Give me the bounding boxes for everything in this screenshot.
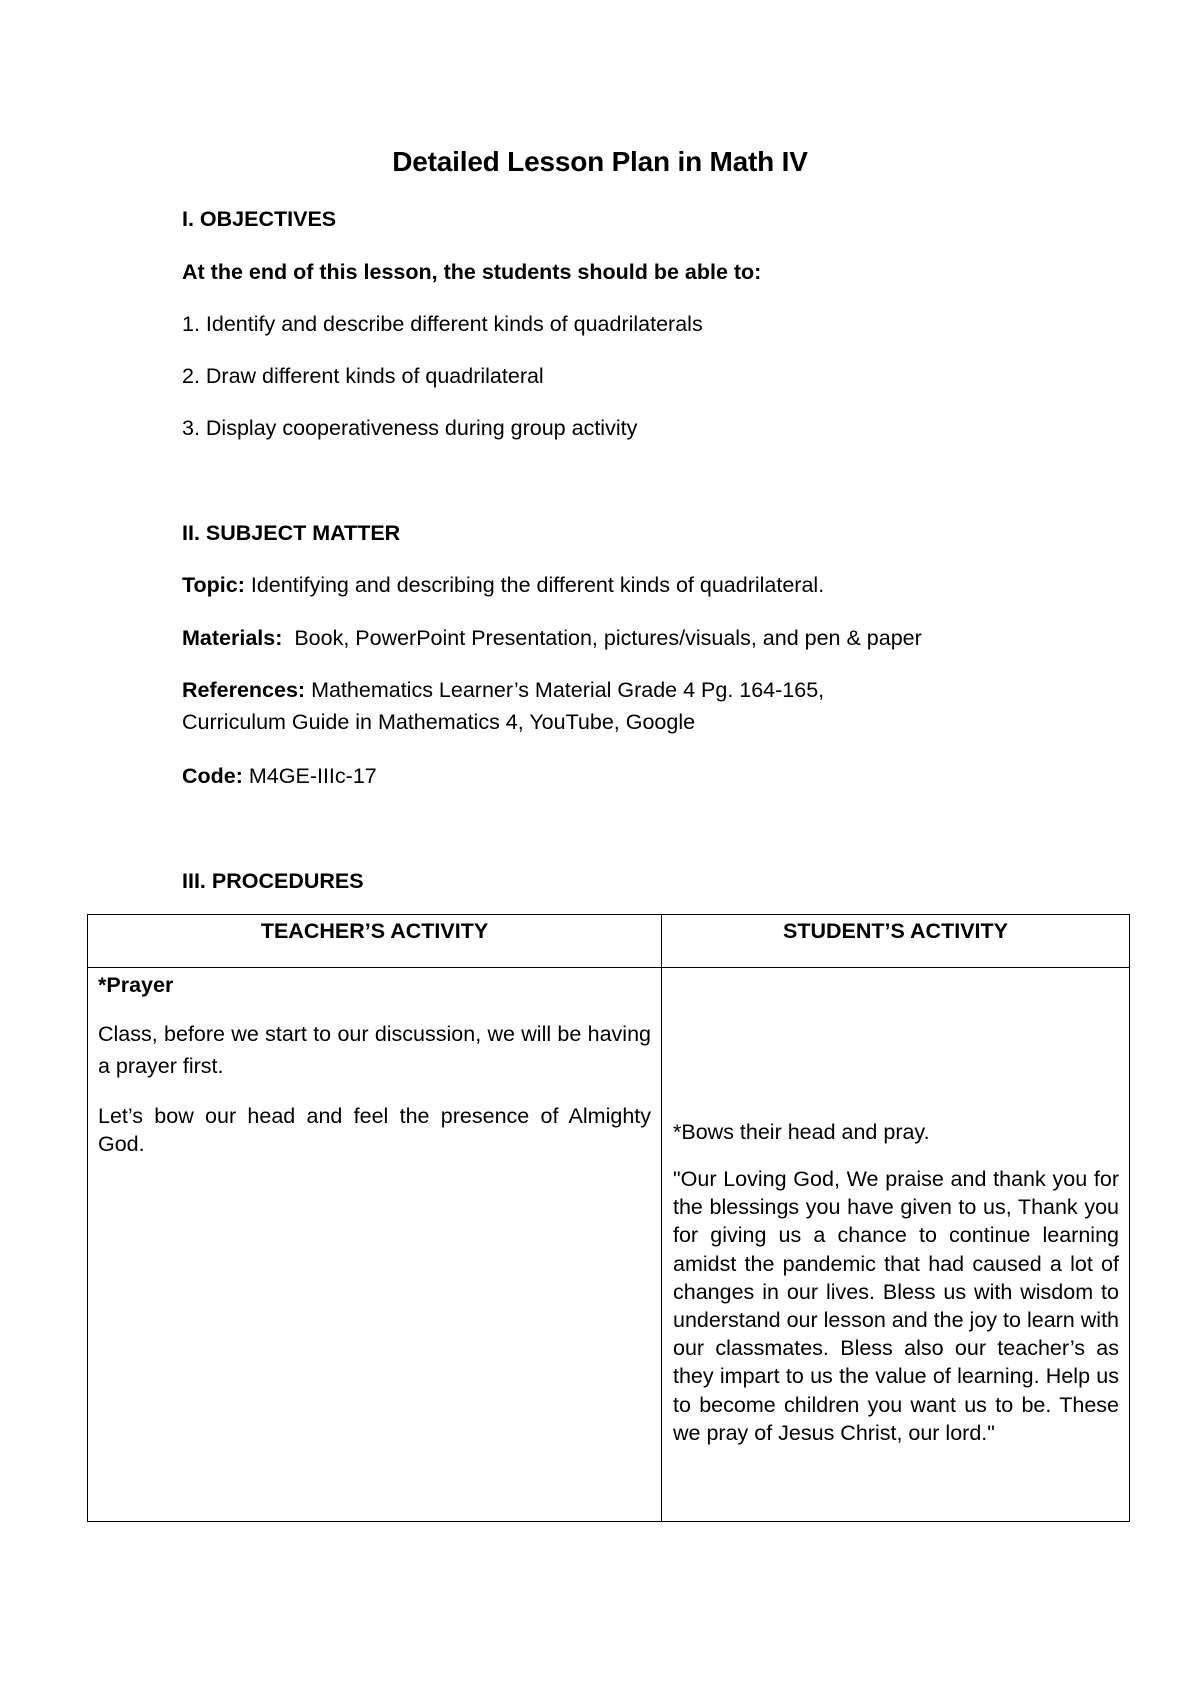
subject-matter-heading: II. SUBJECT MATTER (182, 521, 401, 545)
code-line (182, 764, 377, 789)
objective-item: 2. Draw different kinds of quadrilateral (182, 364, 544, 388)
topic-line (182, 573, 824, 598)
materials-value: Book, PowerPoint Presentation, pictures/visuals, and pen & paper (282, 626, 922, 650)
topic-label: Topic: (182, 573, 245, 597)
objectives-intro: At the end of this lesson, the students should be able to: (182, 260, 762, 284)
references-line (182, 678, 824, 703)
objective-item: 3. Display cooperativeness during group activity (182, 416, 638, 440)
code-label: Code: (182, 764, 243, 788)
procedures-heading: III. PROCEDURES (182, 869, 364, 893)
code-value: M4GE-IIIc-17 (242, 764, 377, 788)
table-header-row (88, 915, 1130, 968)
teacher-activity-header (88, 915, 662, 968)
objectives-heading: I. OBJECTIVES (182, 207, 337, 231)
prayer-section-title: *Prayer (98, 973, 174, 997)
student-paragraph: *Bows their head and pray. (673, 1120, 930, 1144)
references-continuation: Curriculum Guide in Mathematics 4, YouTube, Google (182, 710, 696, 734)
references-label: References: (182, 678, 306, 702)
teacher-activity-cell (88, 968, 662, 1522)
procedures-table (87, 914, 1130, 1522)
references-value: Mathematics Learner’s Material Grade 4 Pg. 164-165, (305, 678, 825, 702)
student-activity-header (662, 915, 1130, 968)
materials-label: Materials: (182, 626, 283, 650)
objective-item: 1. Identify and describe different kinds of quadrilaterals (182, 312, 703, 336)
teacher-paragraph: Let’s bow our head and feel the presence of Almighty God. (98, 1104, 651, 1156)
student-activity-cell (662, 968, 1130, 1522)
teacher-activity-header-label: TEACHER’S ACTIVITY (260, 919, 489, 943)
table-row (88, 968, 1130, 1522)
topic-value: Identifying and describing the different kinds of quadrilateral. (244, 573, 825, 597)
document-title: Detailed Lesson Plan in Math IV (392, 146, 808, 177)
student-activity-header-label: STUDENT’S ACTIVITY (783, 919, 1008, 943)
student-prayer-text: "Our Loving God, We praise and thank you for the blessings you have given to us, Thank you for giving us a chance to continue learning amidst the pandemic that had caused a lot of changes in our lives. Bless us with wisdom to understand our lesson and the joy to learn with our classmates. Bless also our teacher’s as they impart to us the value of learning. Help us to become children you want us to be. These we pray of Jesus Christ, our lord." (673, 1167, 1119, 1445)
materials-line (182, 626, 922, 651)
teacher-paragraph: Class, before we start to our discussion, we will be having a prayer first. (98, 1022, 651, 1078)
